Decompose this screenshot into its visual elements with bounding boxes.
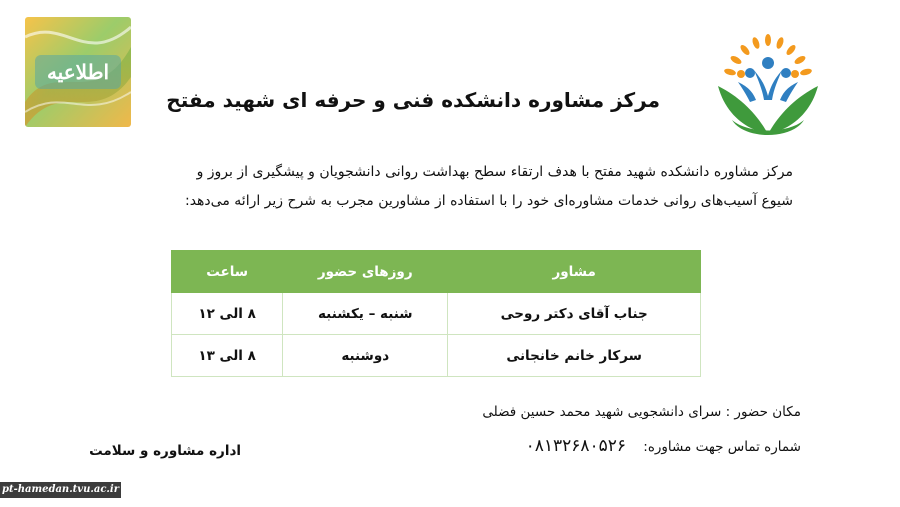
- notice-logo: [25, 17, 131, 127]
- intro-line-2: شیوع آسیب‌های روانی خدمات مشاوره‌ای خود را با استفاده از مشاورین مجرب به شرح زیر ارائه می‌دهد:: [184, 193, 793, 209]
- table-header-row: [172, 251, 701, 293]
- cell-counselor: سرکار خانم خانجانی: [448, 335, 701, 377]
- header-days: روزهای حضور: [283, 251, 448, 293]
- table-row: [172, 293, 701, 335]
- cell-hours: ۸ الی ۱۳: [172, 335, 283, 377]
- header-counselor: مشاور: [448, 251, 701, 293]
- location-text: مکان حضور : سرای دانشجویی شهید محمد حسین فضلی: [482, 404, 801, 420]
- cell-counselor: جناب آقای دکتر روحی: [448, 293, 701, 335]
- notice-logo-text: اطلاعیه: [46, 60, 110, 84]
- intro-paragraph: [73, 158, 793, 216]
- page-title: مرکز مشاوره دانشکده فنی و حرفه ای شهید مفتح: [166, 88, 660, 112]
- cell-hours: ۸ الی ۱۲: [172, 293, 283, 335]
- site-watermark: pt-hamedan.tvu.ac.ir: [0, 482, 121, 498]
- cell-days: دوشنبه: [283, 335, 448, 377]
- phone-label: شماره تماس جهت مشاوره:: [643, 439, 801, 455]
- counselor-schedule-table: [171, 250, 701, 377]
- cell-days: شنبه – یکشنبه: [283, 293, 448, 335]
- phone-number: ۰۸۱۳۲۶۸۰۵۲۶: [525, 436, 627, 456]
- phone-line: [526, 436, 801, 456]
- counseling-center-logo: [712, 30, 824, 142]
- table-row: [172, 335, 701, 377]
- intro-line-1: مرکز مشاوره دانشکده شهید مفتح با هدف ارتقاء سطح بهداشت روانی دانشجویان و پیشگیری از بروز و: [196, 164, 793, 180]
- header-hours: ساعت: [172, 251, 283, 293]
- office-signature: اداره مشاوره و سلامت: [89, 443, 241, 459]
